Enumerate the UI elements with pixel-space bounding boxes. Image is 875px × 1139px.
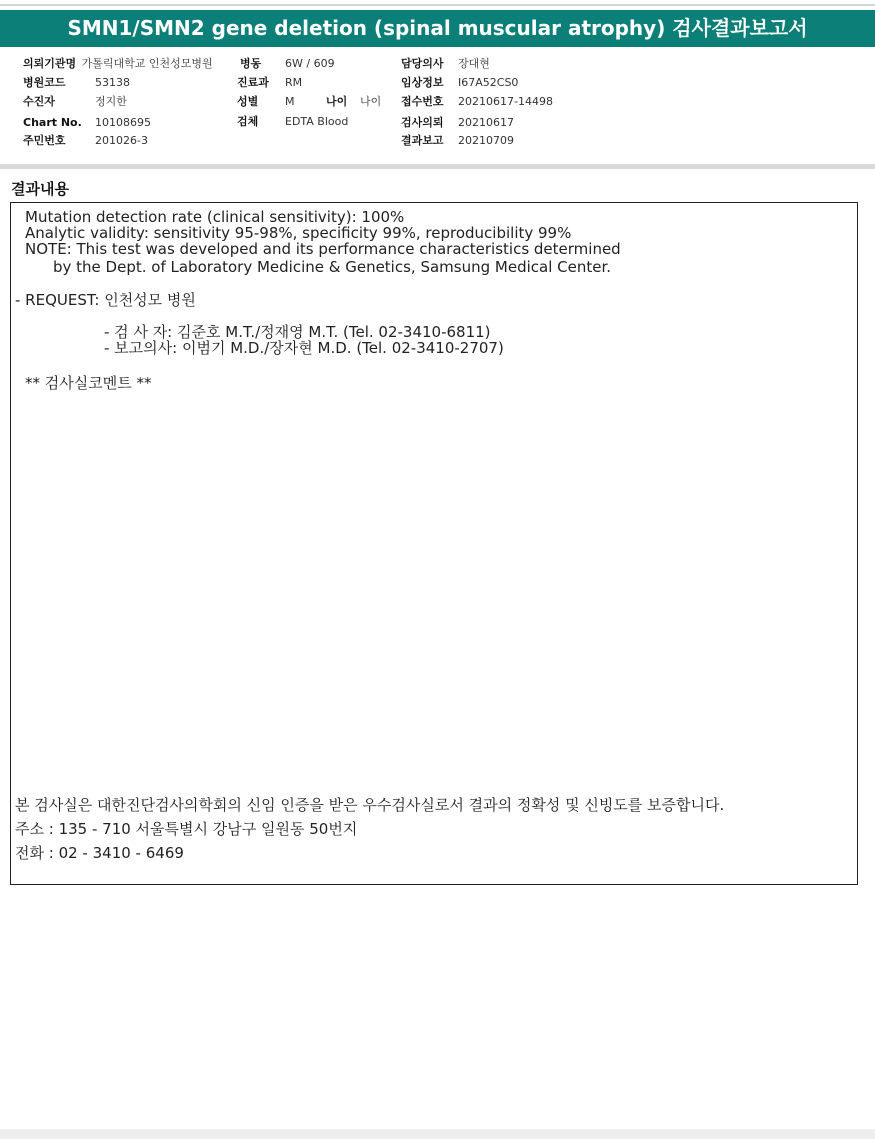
info-value: 10108695 (95, 116, 151, 129)
info-label: 검체 (237, 115, 259, 128)
info-value: 장대현 (458, 57, 490, 70)
result-line: Analytic validity: sensitivity 95-98%, specificity 99%, reproducibility 99% (25, 224, 572, 242)
info-row-clinical-info (401, 73, 518, 92)
info-row-institution (23, 54, 213, 73)
info-value: I67A52CS0 (458, 76, 519, 89)
info-label: 접수번호 (401, 95, 444, 108)
section-divider (0, 164, 875, 169)
top-rule (0, 4, 875, 6)
info-value: 20210617 (458, 116, 514, 129)
info-value: 정지한 (95, 95, 127, 108)
info-label: 담당의사 (401, 57, 444, 70)
info-label: 성별 (237, 95, 259, 108)
info-label: 주민번호 (23, 134, 66, 147)
info-value: 6W / 609 (285, 57, 335, 70)
info-label: 결과보고 (401, 134, 444, 147)
info-value: M (285, 95, 295, 108)
info-label: 병원코드 (23, 76, 66, 89)
results-section-title: 결과내용 (11, 180, 69, 198)
info-value: EDTA Blood (285, 115, 349, 128)
info-row-ward (240, 54, 335, 73)
info-value: 20210709 (458, 134, 514, 147)
reporter-line: - 보고의사: 이범기 M.D./장자현 M.D. (Tel. 02-3410-2707) (104, 339, 504, 357)
info-label: 수진자 (23, 95, 55, 108)
info-row-patient (23, 92, 127, 111)
info-label: 진료과 (237, 76, 269, 89)
result-line: Mutation detection rate (clinical sensitivity): 100% (25, 208, 405, 226)
info-value: RM (285, 76, 303, 89)
info-row-report-date (401, 131, 514, 150)
info-label: 병동 (240, 57, 262, 70)
info-row-sex (237, 92, 295, 111)
info-label: Chart No. (23, 116, 82, 129)
info-label: 임상정보 (401, 76, 444, 89)
report-title: SMN1/SMN2 gene deletion (spinal muscular atrophy) 검사결과보고서 (0, 10, 875, 47)
info-row-accession-no (401, 92, 553, 111)
info-label: 나이 (326, 95, 348, 108)
tester-line: - 검 사 자: 김준호 M.T./정재영 M.T. (Tel. 02-3410-6811) (104, 323, 491, 341)
info-row-physician (401, 54, 490, 73)
info-row-resident-no (23, 131, 148, 150)
lab-comment-heading: ** 검사실코멘트 ** (25, 374, 152, 392)
address-line: 주소 : 135 - 710 서울특별시 강남구 일원동 50번지 (15, 820, 358, 838)
info-value: 201026-3 (95, 134, 148, 147)
info-row-chart-no (23, 113, 151, 132)
request-line: - REQUEST: 인천성모 병원 (15, 291, 196, 309)
info-row-age (326, 92, 381, 111)
info-row-request-date (401, 113, 514, 132)
info-value: 나이 (360, 95, 382, 108)
info-row-hospital-code (23, 73, 130, 92)
page-bottom-strip (0, 1129, 875, 1139)
result-line: NOTE: This test was developed and its performance characteristics determined (25, 240, 621, 258)
info-label: 검사의뢰 (401, 116, 444, 129)
info-value: 53138 (95, 76, 130, 89)
phone-line: 전화 : 02 - 3410 - 6469 (15, 844, 184, 862)
info-value: 가톨릭대학교 인천성모병원 (81, 57, 213, 70)
info-value: 20210617-14498 (458, 95, 553, 108)
info-row-specimen (237, 112, 348, 131)
result-line: by the Dept. of Laboratory Medicine & Genetics, Samsung Medical Center. (53, 258, 612, 276)
results-box (10, 202, 858, 885)
info-row-department (237, 73, 302, 92)
accreditation-line: 본 검사실은 대한진단검사의학회의 신임 인증을 받은 우수검사실로서 결과의 정확성 및 신빙도를 보증합니다. (15, 796, 725, 814)
info-label: 의뢰기관명 (23, 57, 77, 70)
